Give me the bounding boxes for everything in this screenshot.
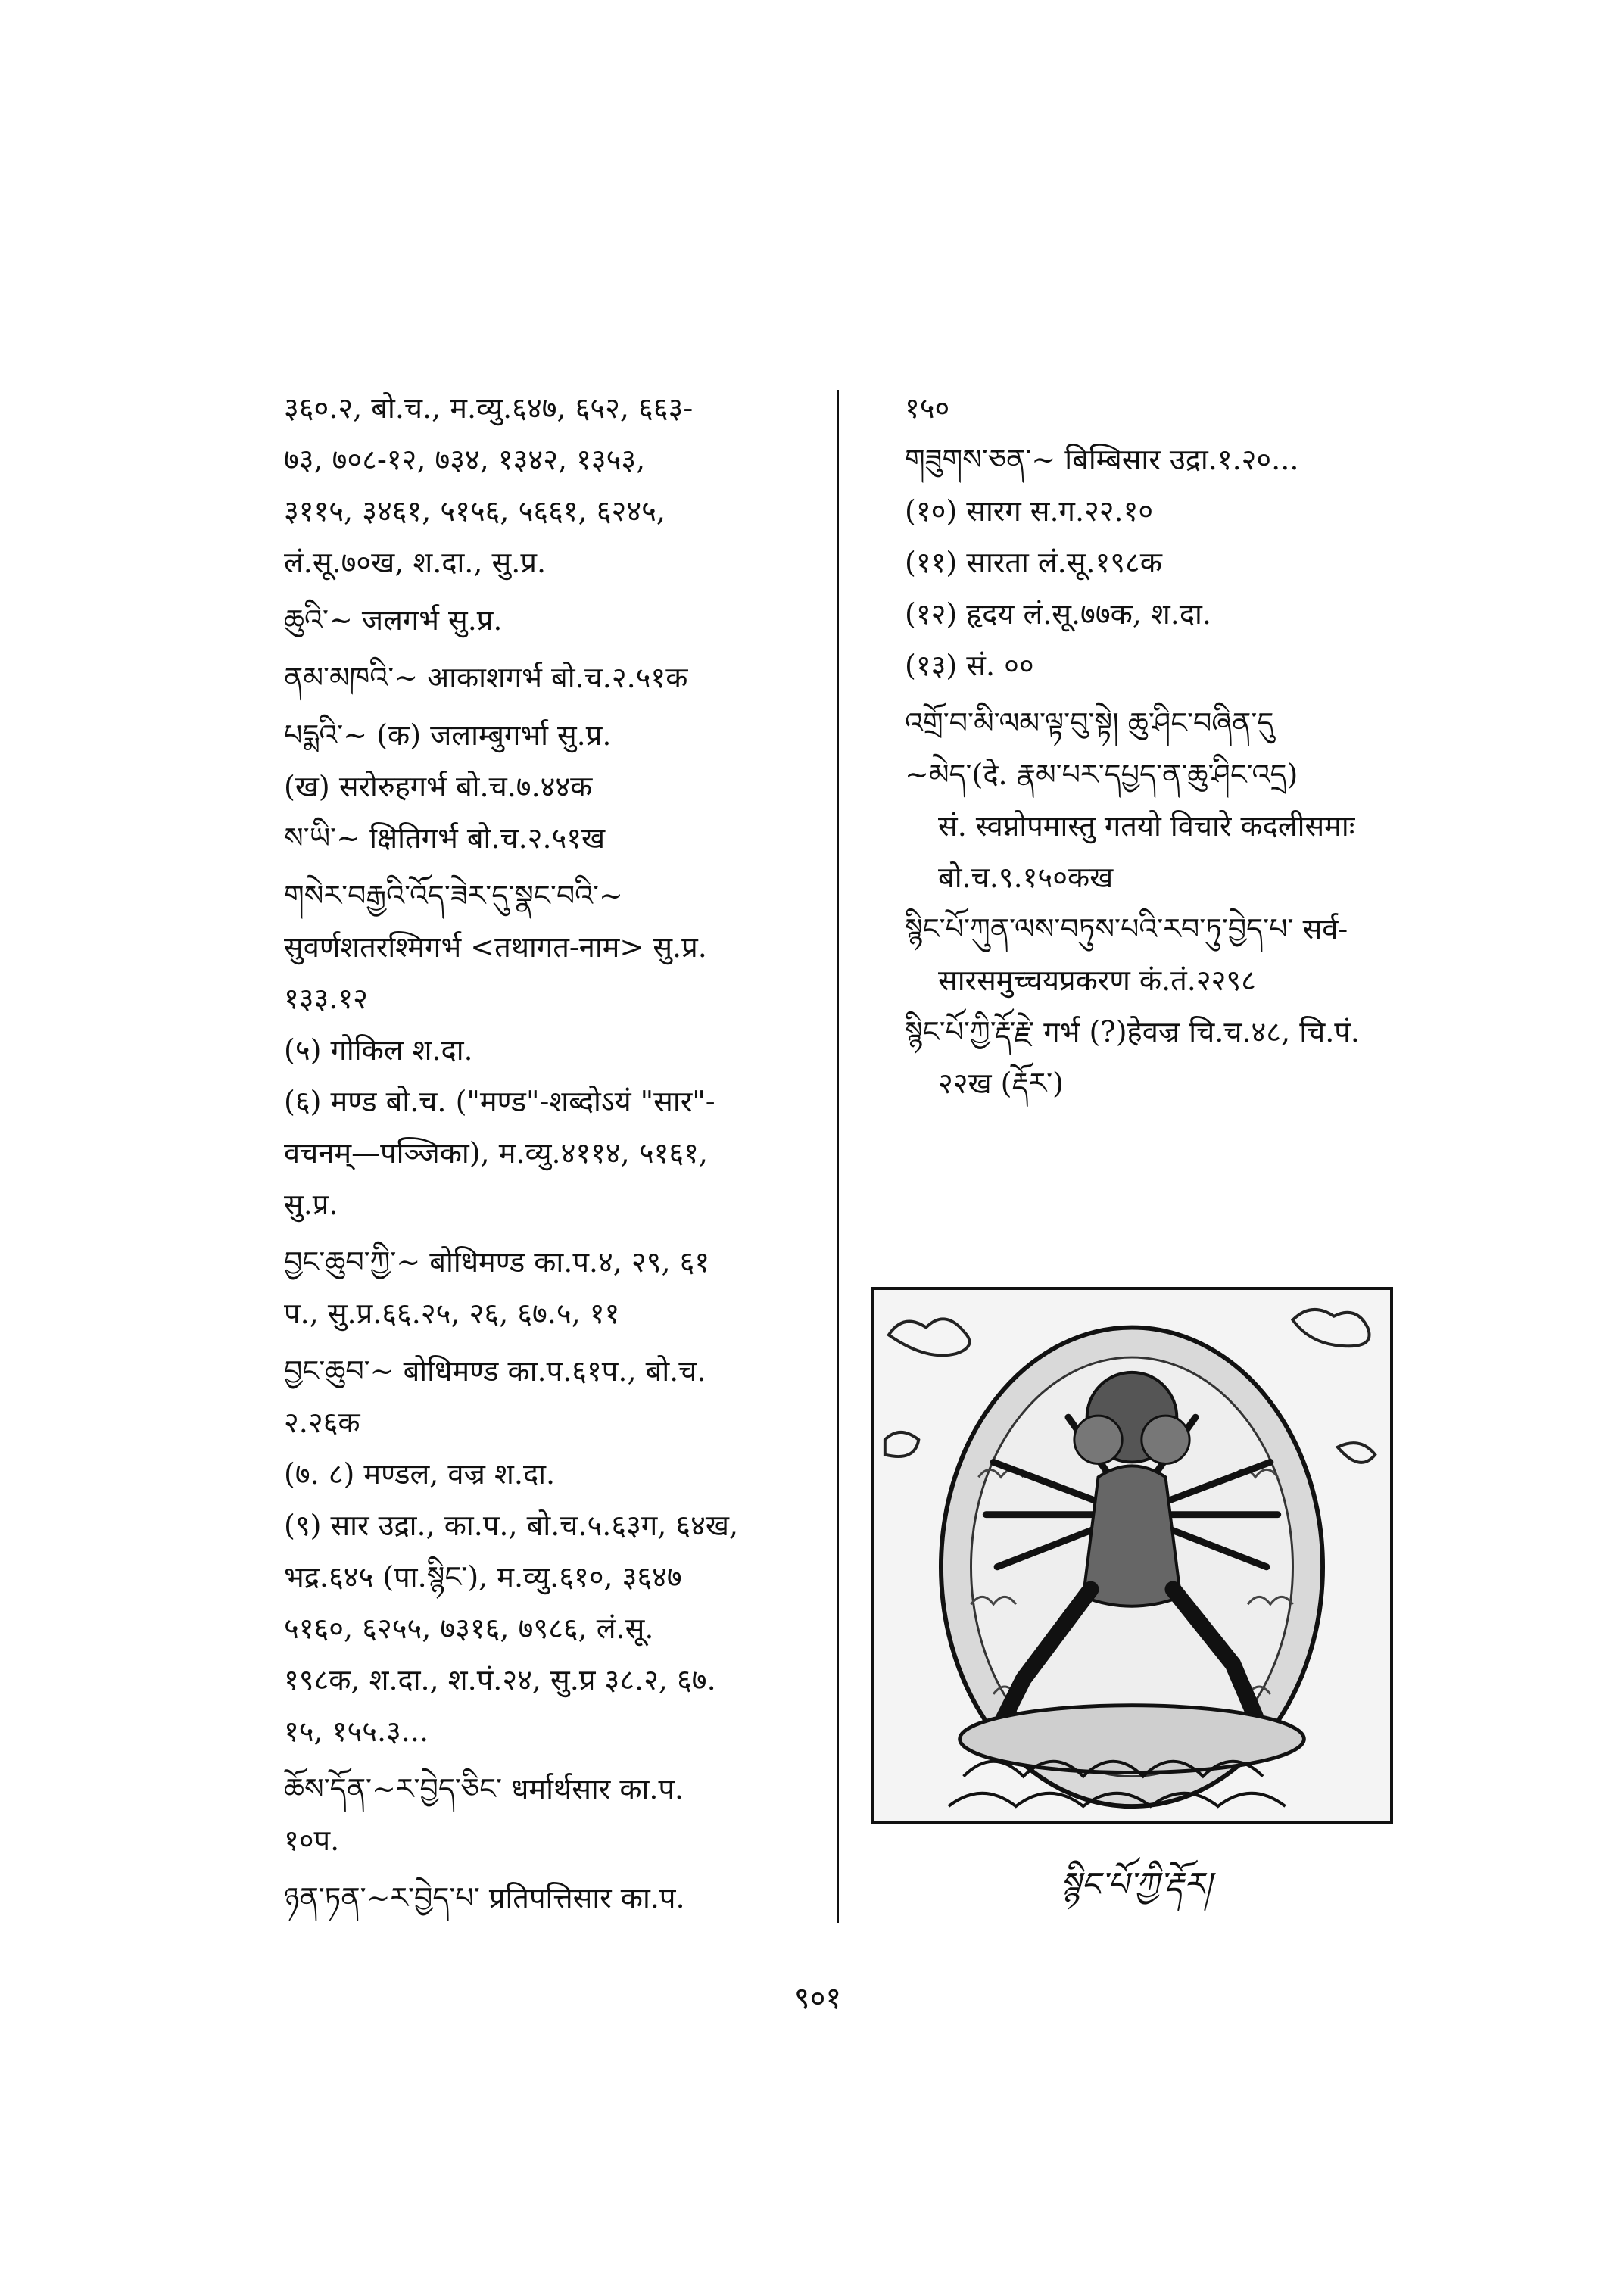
entry-line: ཉན་ཏན་~ར་བྱེད་པ་ प्रतिपत्तिसार का.प. (284, 1881, 685, 1914)
left-column (284, 382, 821, 1924)
deity-illustration (871, 1287, 1393, 1824)
text-line: १५० (905, 391, 950, 425)
quote-line: ~མེད་(दे. རྣམ་པར་དཔྱད་ན་ཆུ་ཤིང་འདྲ) (905, 758, 1298, 791)
right-column (905, 382, 1461, 1109)
text-line: वचनम्—पञ्जिका), म.व्यु.४११४, ५१६१, (284, 1136, 708, 1170)
text-line: २२ख (རྡོར་) (938, 1067, 1064, 1100)
quote-sanskrit: सं. स्वप्नोपमास्तु गतयो विचारे कदलीसमाः (938, 809, 1355, 843)
entry-line: ཆོས་དོན་~ར་བྱེད་ཅིང་ धर्मार्थसार का.प. (284, 1772, 684, 1805)
text-line: (ख) सरोरुहगर्भ बो.च.७.४४क (284, 770, 593, 803)
text-line: ३६०.२, बो.च., म.व्यु.६४७, ६५२, ६६३- (284, 391, 694, 425)
text-line: १३३.१२ (284, 982, 368, 1015)
text-line: सुवर्णशतरश्मिगर्भ <तथागत-नाम> सु.प्र. (284, 930, 707, 964)
text-line: (१३) सं. ०० (905, 649, 1034, 682)
entry-line: སྙིང་པོ་ཀུན་ལས་བཏུས་པའི་རབ་ཏུ་བྱེད་པ་ सर्व- (905, 912, 1348, 946)
entry-line: པདྨའི་~ (क) जलाम्बुगर्भा सु.प्र. (284, 718, 612, 752)
text-line: सु.प्र. (284, 1188, 338, 1221)
text-line: १९८क, श.दा., श.पं.२४, सु.प्र ३८.२, ६७. (284, 1663, 716, 1696)
text-line: प., सु.प्र.६६.२५, २६, ६७.५, ११ (284, 1297, 620, 1330)
entry-line: གཟུགས་ཅན་~ बिम्बिसार उद्रा.१.२०... (905, 443, 1299, 476)
column-divider (837, 390, 839, 1923)
entry-line: ས་ཡི་~ क्षितिगर्भ बो.च.२.५१ख (284, 821, 606, 855)
quote-reference: बो.च.९.१५०कख (938, 861, 1114, 894)
text-line: लं.सू.७०ख, श.दा., सु.प्र. (284, 546, 547, 579)
text-line: ७३, ७०८-१२, ७३४, १३४२, १३५३, (284, 443, 646, 476)
figure-caption: སྙིང་པོ་ཀྱི་རྡོར། (1059, 1865, 1212, 1904)
text-line: १०प. (284, 1824, 340, 1857)
entry-line: བྱང་ཆུབ་~ बोधिमण्ड का.प.६१प., बो.च. (284, 1354, 706, 1388)
text-line: (६) मण्ड बो.च. ("मण्ड"-शब्दोऽयं "सार"- (284, 1085, 715, 1118)
text-line: (५) गोकिल श.दा. (284, 1033, 473, 1067)
text-line: ३११५, ३४६१, ५१५६, ५६६१, ६२४५, (284, 494, 665, 528)
entry-line: བྱང་ཆུབ་ཀྱི་~ बोधिमण्ड का.प.४, २९, ६१ (284, 1245, 710, 1279)
text-line: (७. ८) मण्डल, वज्र श.दा. (284, 1457, 556, 1491)
entry-line: སྙིང་པོ་ཀྱི་རྡོ་རྗེ་ गर्भ (?)हेवज्र चि.च.४८, चि.पं. (905, 1015, 1360, 1048)
text-line: भद्र.६४५ (पा.སྙིང་), म.व्यु.६१०, ३६४७ (284, 1560, 682, 1594)
text-line: (९) सार उद्रा., का.प., बो.च.५.६३ग, ६४ख, (284, 1509, 739, 1542)
text-line: (११) सारता लं.सू.१९८क (905, 546, 1162, 579)
text-line: (१२) हृदय लं.सू.७७क, श.दा. (905, 597, 1211, 631)
text-line: १५, १५५.३... (284, 1715, 429, 1748)
quote-line: འགྲོ་བ་མི་ལམ་ལྟ་བུ་སྟེ། ཆུ་ཤིང་བཞིན་དུ (905, 706, 1274, 740)
entry-line: ནམ་མཁའི་~ आकाशगर्भ बो.च.२.५१क (284, 661, 688, 694)
text-line: सारसमुच्चयप्रकरण कं.तं.२२९८ (938, 964, 1256, 997)
page-number: ९०१ (793, 1981, 842, 2016)
text-line: २.२६क (284, 1406, 360, 1439)
text-line: ५१६०, ६२५५, ७३१६, ७९८६, लं.सू. (284, 1612, 654, 1645)
entry-line: གསེར་བརྒྱའི་འོད་ཟེར་དུ་སྣང་བའི་~ (284, 879, 623, 912)
text-line: (१०) सारग स.ग.२२.१० (905, 494, 1154, 528)
entry-line: ཆུའི་~ जलगर्भ सु.प्र. (284, 603, 503, 637)
